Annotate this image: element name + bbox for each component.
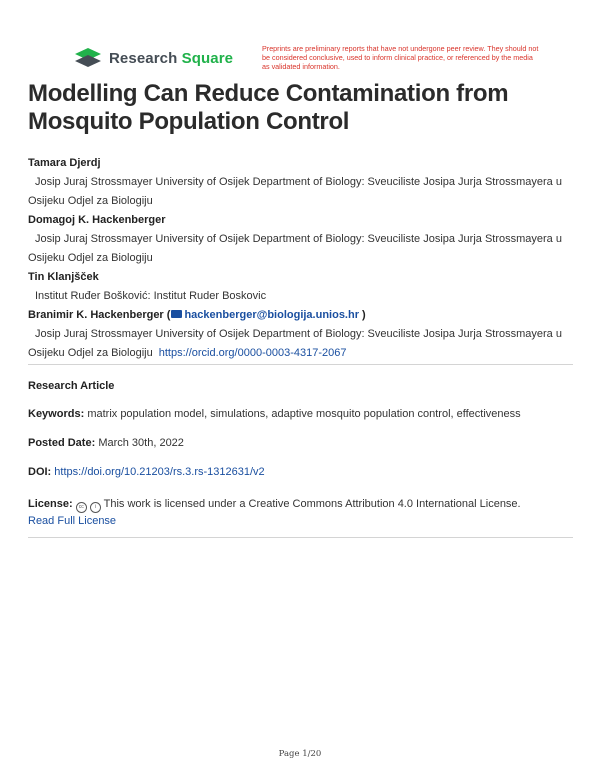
author-affiliation: Institut Ruđer Bošković: Institut Ruder Boskovic xyxy=(35,290,267,302)
logo-wordmark: Research Square xyxy=(109,49,234,67)
read-full-license-link[interactable]: Read Full License xyxy=(28,515,117,527)
author-name: Tamara Djerdj xyxy=(28,157,101,169)
envelope-icon xyxy=(171,310,182,318)
research-square-logo[interactable] xyxy=(73,46,233,70)
paper-title: Modelling Can Reduce Contamination from Mosquito Population Control xyxy=(28,80,509,135)
page-number: Page 1/20 xyxy=(278,749,322,759)
research-square-logo-icon xyxy=(73,46,103,70)
article-type: Research Article xyxy=(28,380,115,392)
doi-link[interactable]: https://doi.org/10.21203/rs.3.rs-1312631/v2 xyxy=(54,466,265,478)
divider xyxy=(28,537,573,538)
author-affiliation: Josip Juraj Strossmayer University of Osijek Department of Biology: Sveuciliste Josipa Jurja Strossmayera u Osijeku Odjel za Biologiju https://orcid.org/0000-0003-4317-2067 xyxy=(28,328,562,359)
author-email-link[interactable]: hackenberger@biologija.unios.hr xyxy=(184,309,359,321)
author-name: Branimir K. Hackenberger xyxy=(28,309,164,321)
posted-date: Posted Date: March 30th, 2022 xyxy=(28,437,184,449)
author-list xyxy=(28,154,578,363)
cc-by-icon: i xyxy=(90,502,101,513)
license: License: cc i This work is licensed under a Creative Commons Attribution 4.0 International License. Read Full License xyxy=(28,498,521,527)
doi: DOI: https://doi.org/10.21203/rs.3.rs-1312631/v2 xyxy=(28,466,265,478)
orcid-link[interactable]: https://orcid.org/0000-0003-4317-2067 xyxy=(158,347,347,359)
cc-icon: cc xyxy=(76,502,87,513)
author-affiliation: Josip Juraj Strossmayer University of Osijek Department of Biology: Sveuciliste Josipa Jurja Strossmayera u Osijeku Odjel za Biologiju xyxy=(28,233,562,264)
corresponding-author: Branimir K. Hackenberger ( hackenberger@biologija.unios.hr ) xyxy=(28,309,366,321)
author-affiliation: Josip Juraj Strossmayer University of Osijek Department of Biology: Sveuciliste Josipa Jurja Strossmayera u Osijeku Odjel za Biologiju xyxy=(28,176,562,207)
preprint-disclaimer: Preprints are preliminary reports that have not undergone peer review. They should not be considered conclusive, used to inform clinical practice, or referenced by the media as validated information. xyxy=(262,44,539,71)
author-name: Tin Klanjšček xyxy=(28,271,99,283)
divider xyxy=(28,364,573,365)
author-name: Domagoj K. Hackenberger xyxy=(28,214,166,226)
keywords: Keywords: matrix population model, simulations, adaptive mosquito population control, effectiveness xyxy=(28,408,521,420)
